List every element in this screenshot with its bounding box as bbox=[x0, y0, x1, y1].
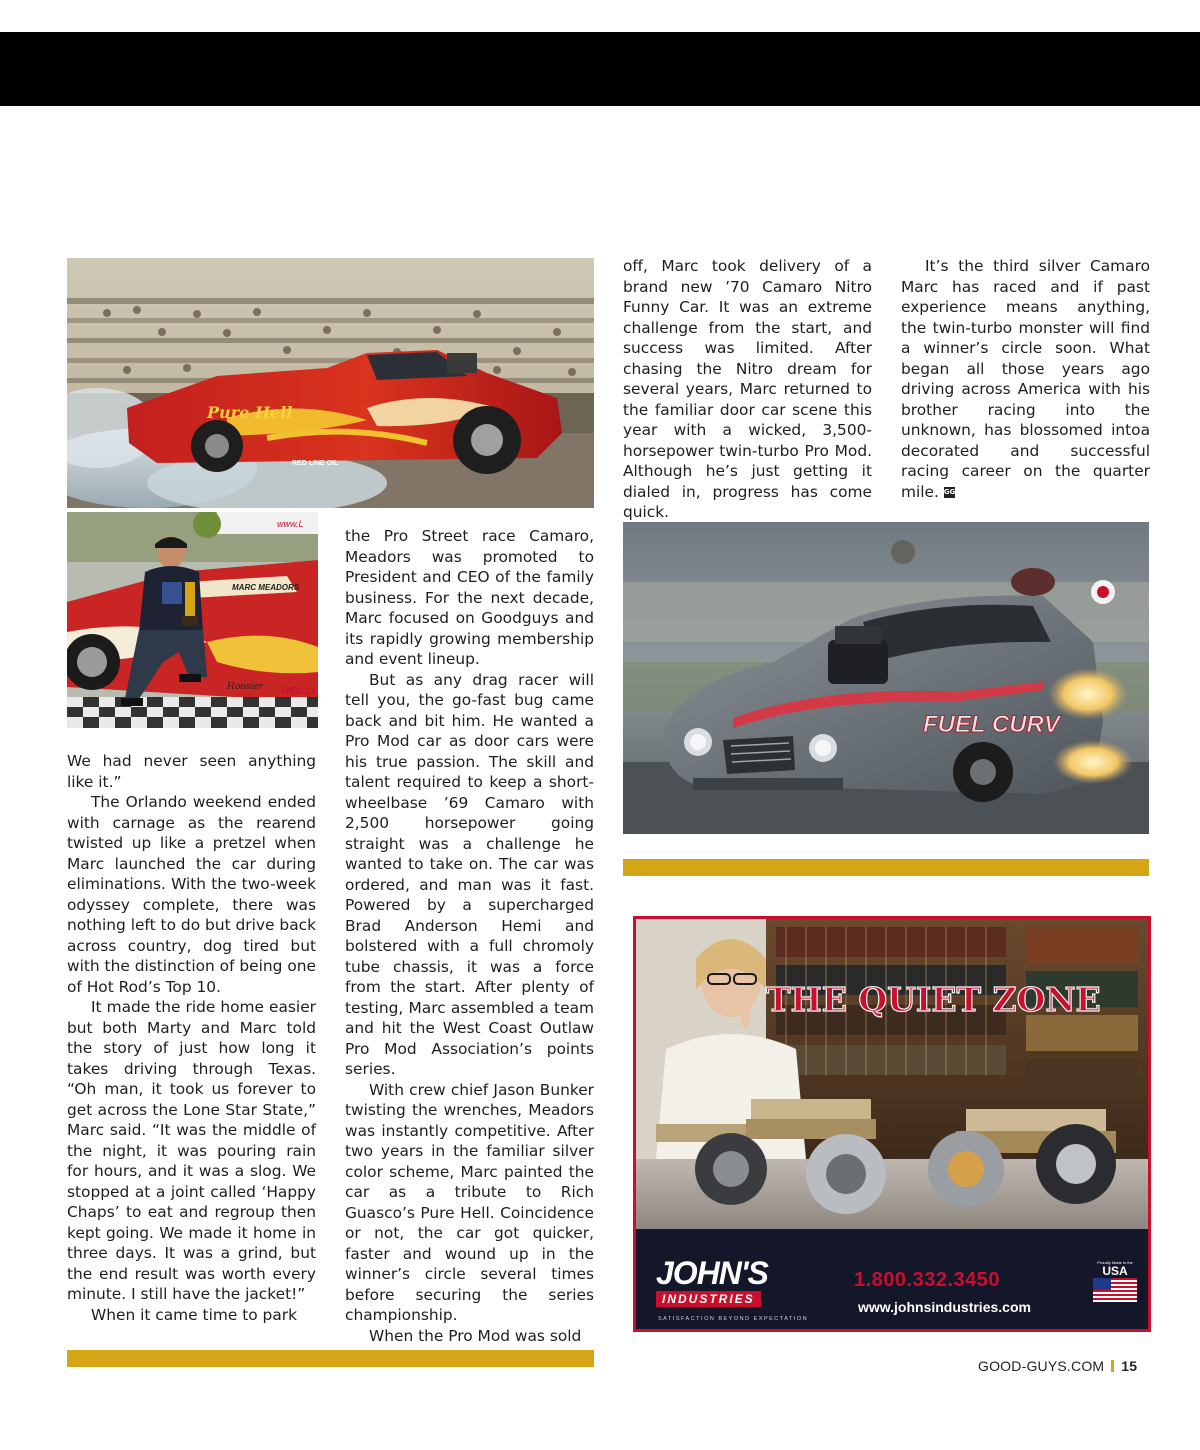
gold-divider-right bbox=[623, 859, 1149, 876]
red-line-decal: RED LI bbox=[282, 686, 315, 697]
article-paragraph: It’s the third silver Camaro Marc has raced and if past experience means anything, the twin-turbo monster will find a winner’s circle soon. What began all those years ago driving across America with his brother racing into the unknown, has blossomed intoa decorated and successful racing career on the quarter mile. bbox=[901, 257, 1150, 501]
gold-divider-left bbox=[67, 1350, 594, 1367]
johns-industries-advertisement[interactable] bbox=[633, 916, 1151, 1332]
pure-hell-burnout-photo bbox=[67, 258, 594, 508]
ad-website-link[interactable]: www.johnsindustries.com bbox=[858, 1299, 1031, 1315]
end-of-story-mark: GG bbox=[943, 487, 956, 496]
made-in-usa-text: USA bbox=[1102, 1264, 1128, 1278]
article-column-4 bbox=[901, 256, 1150, 502]
article-paragraph: But as any drag racer will tell you, the go-fast bug came back and bit him. He wanted a Pro Mod car as door cars were his true passion. The skill and talent required to keep a short-wheelbase ’69 Camaro with 2,500 horsepower going straight was a challenge he wanted to take on. The car was ordered, and man was it fast. Powered by a supercharged Brad Anderson Hemi and bolstered with a full chromoly tube chassis, it was a force from the start. After plenty of testing, Marc assembled a team and hit the West Coast Outlaw Pro Mod Association’s points series. bbox=[345, 670, 594, 1078]
top-black-banner bbox=[0, 32, 1200, 106]
article-paragraph: We had never seen anything like it.” bbox=[67, 752, 316, 791]
folio-site: GOOD-GUYS.COM bbox=[978, 1358, 1105, 1374]
logo-wordmark-industries: INDUSTRIES bbox=[656, 1291, 761, 1307]
logo-wordmark-johns: JOHN'S bbox=[656, 1255, 768, 1291]
article-paragraph: When it came time to park bbox=[91, 1305, 297, 1324]
article-column-2 bbox=[345, 526, 594, 1346]
page-folio bbox=[978, 1358, 1137, 1374]
ad-tagline: SATISFACTION BEYOND EXPECTATION bbox=[658, 1316, 809, 1322]
article-paragraph: With crew chief Jason Bunker twisting the wrenches, Meadors was instantly competitive. After two years in the familiar silver color scheme, Marc painted the car as a tribute to Rich Guasco’s Pure Hell. Coincidence or not, the car got quicker, faster and wound up in the winner’s circle several times before securing the series championship. bbox=[345, 1080, 594, 1324]
tire-decal: Hoosier bbox=[227, 682, 263, 692]
article-paragraph: The Orlando weekend ended with carnage as the rearend twisted up like a pretzel when Marc launched the car during eliminations. With the two-week odyssey complete, there was nothing left to do but drive back across country, dog tired but with the distinction of being one of Hot Rod’s Top 10. bbox=[67, 793, 316, 996]
article-paragraph: off, Marc took delivery of a brand new ’70 Camaro Nitro Funny Car. It was an extreme challenge from the start, and success was limited. After chasing the Nitro dream for several years, Marc returned to the familiar door car scene this year with a wicked, 3,500-horsepower twin-turbo Pro Mod. Although he’s just getting it dialed in, progress has come quick. bbox=[623, 257, 872, 521]
article-paragraph: the Pro Street race Camaro, Meadors was promoted to President and CEO of the family business. For the next decade, Marc focused on Goodguys and its rapidly growing membership and event lineup. bbox=[345, 527, 594, 668]
made-in-usa-small-text: Proudly Made in the bbox=[1097, 1260, 1133, 1265]
article-column-3 bbox=[623, 256, 872, 523]
marc-trophy-portrait-photo bbox=[67, 512, 318, 728]
car-driver-name-decal: MARC MEADORS bbox=[232, 583, 300, 592]
article-paragraph: When the Pro Mod was sold bbox=[369, 1326, 582, 1345]
banner-url-fragment: www.L bbox=[277, 519, 304, 529]
johns-industries-logo bbox=[656, 1257, 836, 1315]
folio-separator bbox=[1111, 1360, 1114, 1372]
ad-phone-number[interactable]: 1.800.332.3450 bbox=[854, 1269, 1001, 1291]
article-paragraph: It made the ride home easier but both Marty and Marc told the story of just how long it takes driving through Texas. “Oh man, it took us forever to get across the Lone Star State,” Marc said. “It was the middle of the night, it was pouring rain for hours, and it was a slog. We stopped at a joint called ‘Happy Chaps’ to eat and regroup then kept going. We made it home in three days. It was a grind, but the end result was worth every minute. I still have the jacket!” bbox=[67, 998, 316, 1303]
fuel-curve-decal: FUEL CURV bbox=[923, 711, 1060, 738]
made-in-usa-badge bbox=[1092, 1260, 1138, 1307]
pure-hell-lettering: Pure Hell bbox=[207, 403, 293, 422]
us-flag-icon bbox=[1093, 1278, 1137, 1302]
nitro-funny-car-photo bbox=[623, 522, 1149, 834]
page-number: 15 bbox=[1121, 1358, 1138, 1374]
red-line-oil-decal: RED LINE OIL bbox=[292, 460, 339, 467]
article-column-1 bbox=[67, 751, 316, 1325]
ad-headline: THE QUIET ZONE bbox=[766, 980, 1101, 1019]
